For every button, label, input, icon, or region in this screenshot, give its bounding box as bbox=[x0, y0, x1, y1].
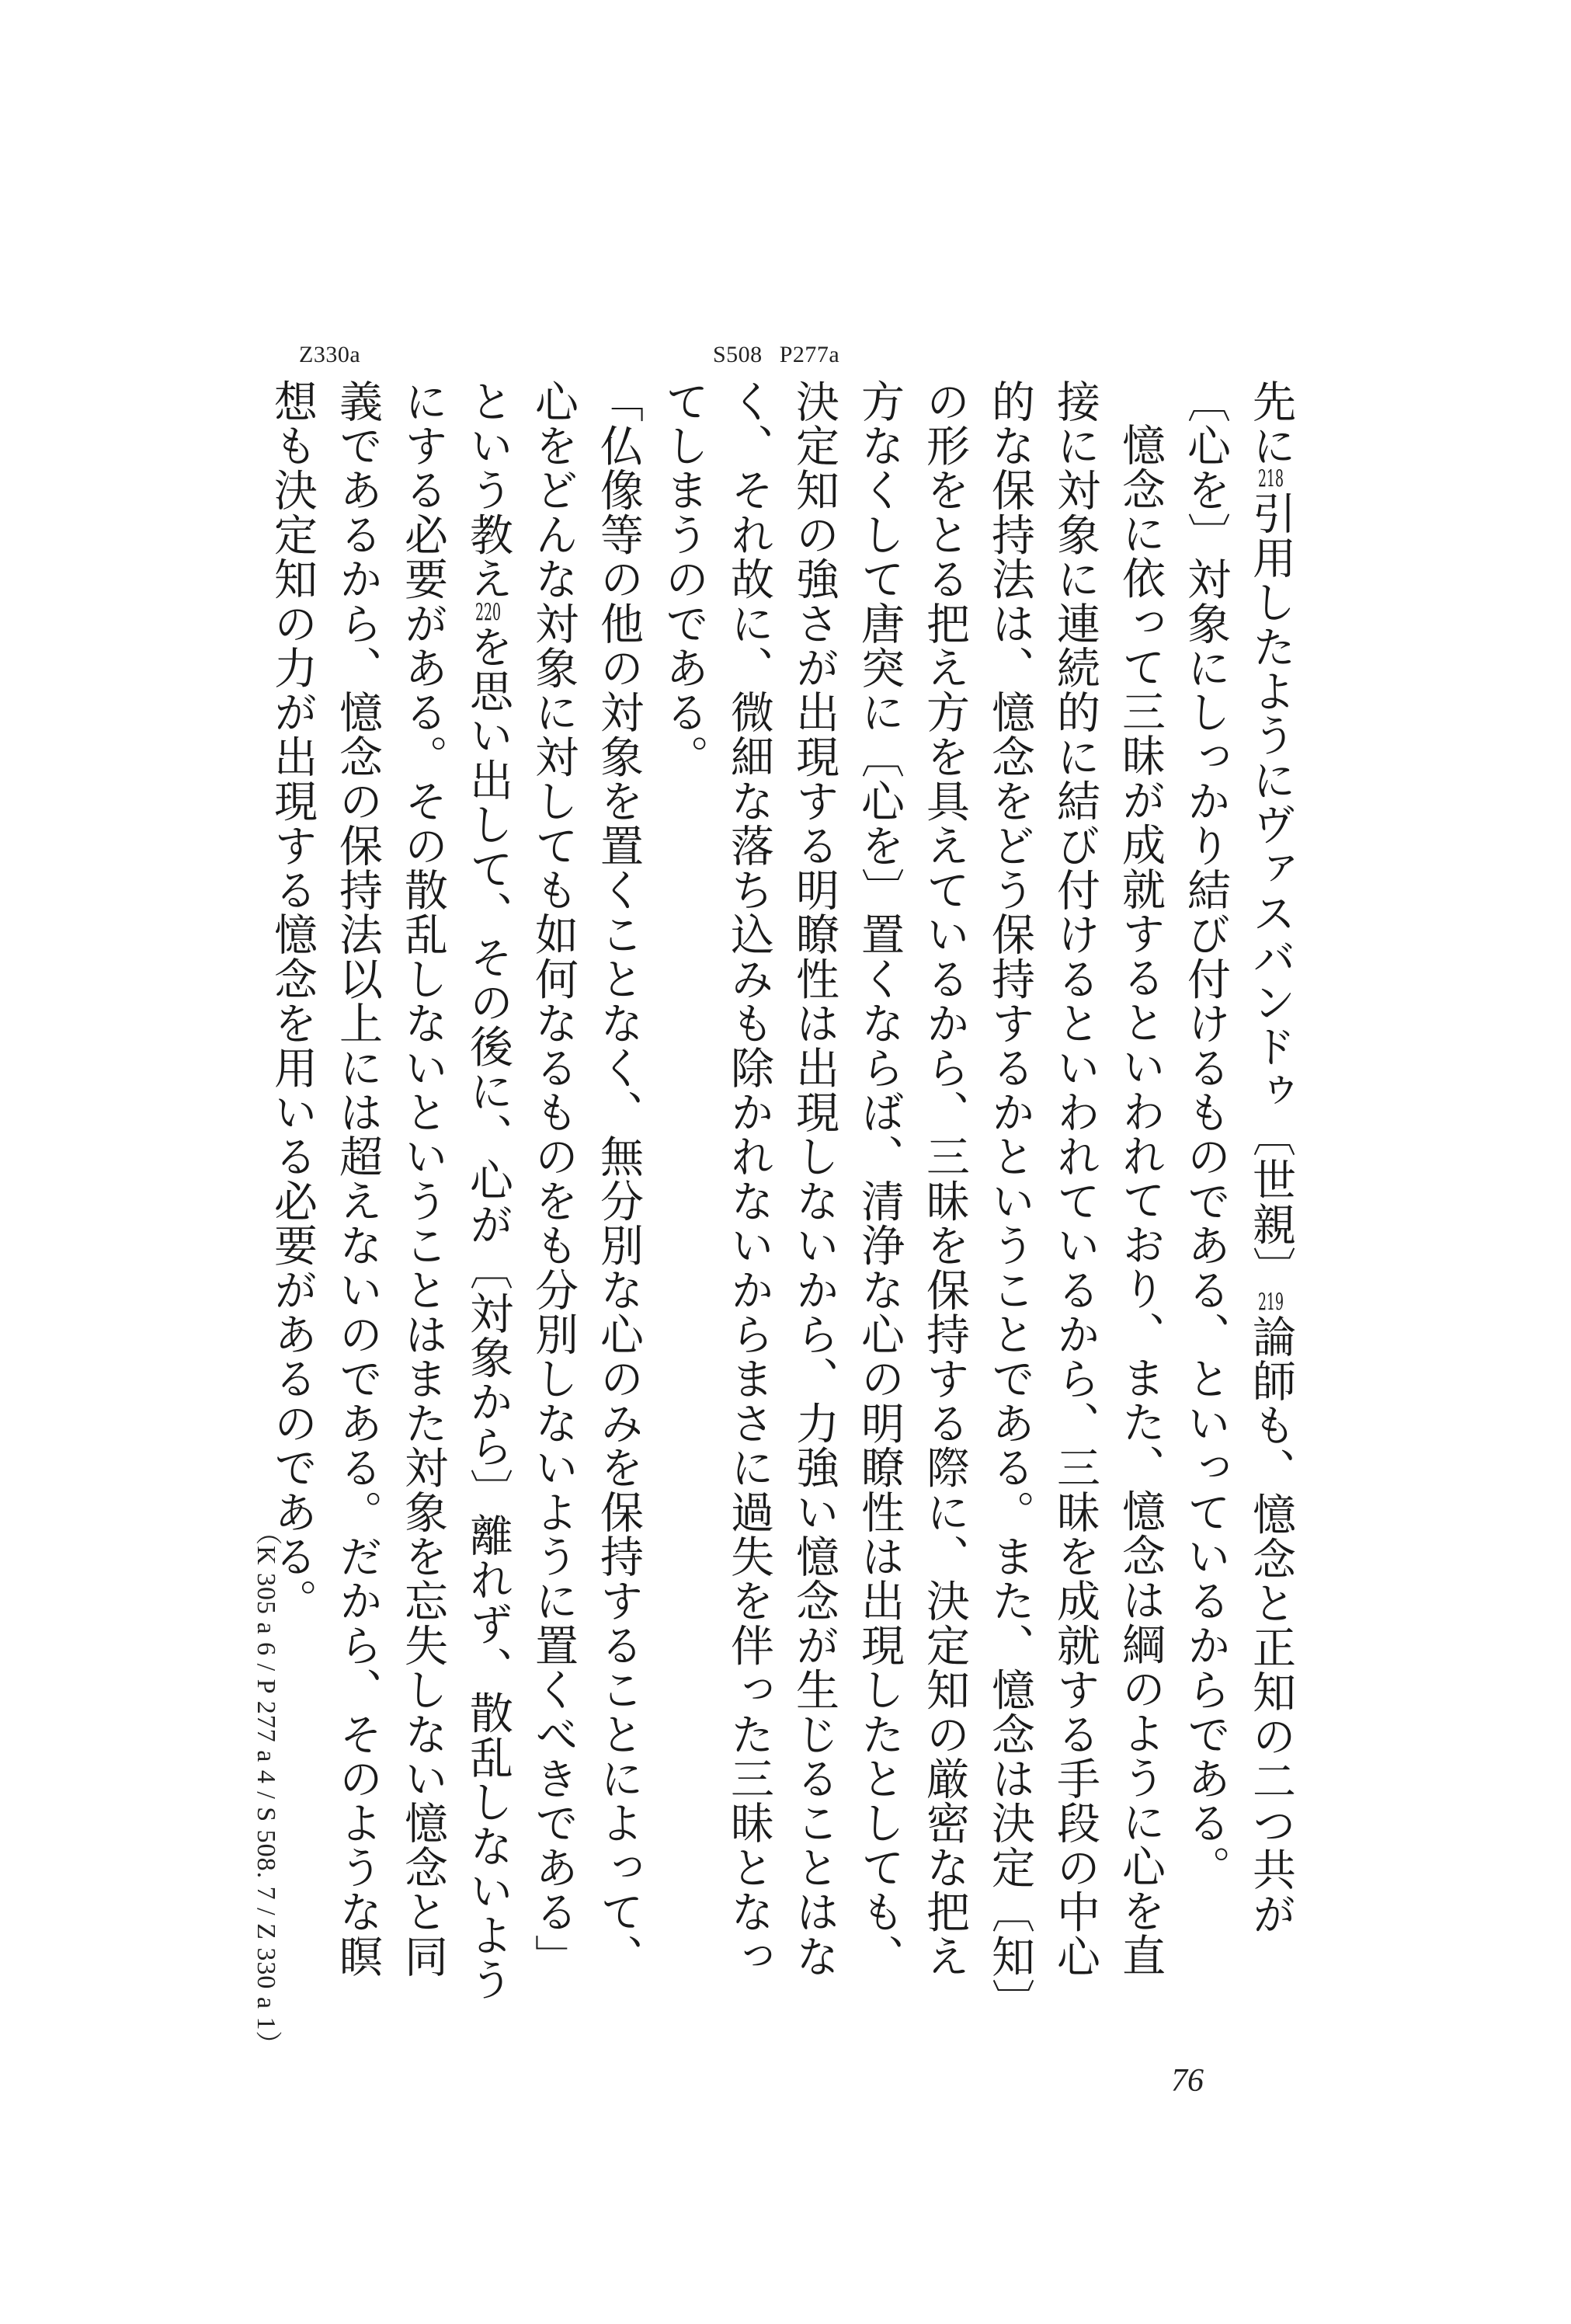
text-run: 引用したようにヴァスバンドゥ〔世親〕 bbox=[1246, 491, 1296, 1292]
text-run: を思い出して、その後に、心が〔対象から〕離れず、散乱しないようにする必要がある。その散乱しないということはまた対象を忘失しない憶念と同義であるから、憶念の保持法以上には超えないのである。だから、そのような瞑想も決定知の力が出現する憶念を用いる必要があるのである。 bbox=[267, 379, 513, 2002]
text-run: 先に bbox=[1246, 379, 1296, 468]
margin-ref-s-p bbox=[713, 342, 839, 368]
footnote-marker: 218 bbox=[1258, 468, 1284, 492]
margin-ref-z: Z330a bbox=[299, 342, 361, 367]
page-number: 76 bbox=[1171, 2063, 1204, 2099]
paragraph bbox=[1173, 379, 1303, 2018]
margin-ref-s: S508 bbox=[713, 342, 763, 367]
text-run: 「仏像等の他の対象を置くことなく、無分別な心のみを保持することによって、心をどんな対象に対しても如何なるものをも分別しないように置くべきである」という教え bbox=[463, 379, 644, 1979]
text-run: 論師も、憶念と正知の二つ共が〔心を〕対象にしっかり結び付けるものである、といっているからである。 bbox=[1180, 379, 1296, 1936]
source-citation: （K 305 a 6 / P 277 a 4 / S 508. 7 / Z 330 a 1） bbox=[252, 1519, 280, 2058]
paragraph bbox=[259, 379, 651, 2018]
text-run: 憶念に依って三昧が成就するといわれており、また、憶念は綱のように心を直接に対象に連続的に結び付けるといわれているから、三昧を成就する手段の中心的な保持法は、憶念をどう保持するかということである。また、憶念は決定〔知〕の形をとる把え方を具えているから、三昧を保持する際に、決定知の厳密な把え方なくして唐突に〔心を〕置くならば、清浄な心の明瞭性は出現したとしても、決定知の強さが出現する明瞭性は出現しないから、力強い憶念が生じることはなく、それ故に、微細な落ち込みも除かれないからまさに過失を伴った三昧となってしまうのである。 bbox=[659, 379, 1166, 2002]
footnote-marker: 219 bbox=[1258, 1291, 1284, 1315]
margin-ref-p: P277a bbox=[779, 342, 840, 367]
vertical-body-text bbox=[259, 379, 1303, 2018]
paragraph bbox=[651, 379, 1173, 2018]
footnote-marker: 220 bbox=[475, 601, 501, 624]
